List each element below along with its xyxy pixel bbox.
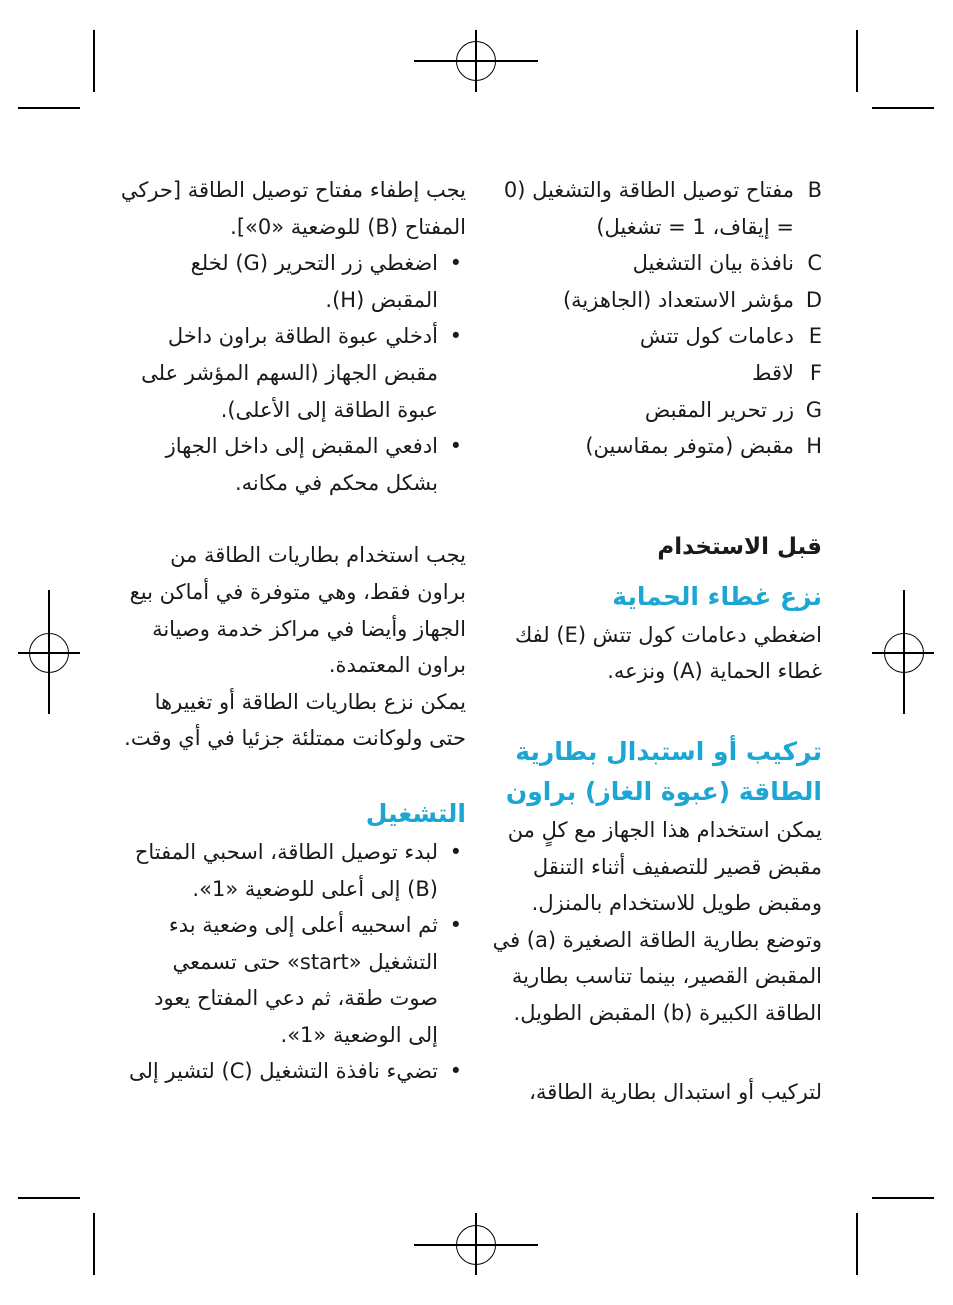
list-item: • ادفعي المقبض إلى داخل الجهاز بشكل محكم في مكانه. [118, 428, 466, 501]
crop-mark [18, 107, 80, 109]
crop-mark [856, 1213, 858, 1275]
crop-mark [872, 107, 934, 109]
cartridge-note-2: يمكن نزع بطاريات الطاقة أو تغييرها حتى ولوكانت ممتلئة جزئيا في أي وقت. [124, 689, 466, 751]
list-item: • تضيء نافذة التشغيل (C) لتشير إلى [118, 1053, 466, 1090]
cartridge-instruction: لتركيب أو استبدال بطارية الطاقة، [529, 1079, 822, 1104]
cartridge-note: يجب استخدام بطاريات الطاقة من براون فقط، وهي متوفرة في أماكن بيع الجهاز وأيضا في مراكز خدمة وصيانة براون المعتمدة. [129, 543, 466, 678]
legend-item: H مقبض (متوفر بمقاسين) [585, 434, 822, 459]
cartridge-heading: تركيب أو استبدال بطارية الطاقة (عبوة الغاز) براون [505, 736, 822, 806]
remove-cap-heading: نزع غطاء الحماية [612, 581, 822, 611]
cartridge-paragraph: يمكن استخدام هذا الجهاز مع كلٍ من مقبض قصير للتصفيف أثناء التنقل ومقبض طويل للاستخدام بالمنزل. وتوضع بطارية الطاقة الصغيرة (a) في المقبض القصير، بينما تناسب بطارية الطاقة الكبيرة (b) المقبض الطويل. [492, 817, 822, 1025]
insert-steps-list [118, 245, 466, 501]
power-off-instruction: يجب إطفاء مفتاح توصيل الطاقة [حركي المفتاح (B) للوضعية «0»]. [120, 178, 466, 239]
legend-item: C نافذة بيان التشغيل [632, 251, 822, 276]
before-use-heading: قبل الاستخدام [657, 533, 822, 560]
crop-mark [93, 1213, 95, 1275]
legend-item: D مؤشر الاستعداد (الجاهزية) [562, 287, 822, 312]
operation-steps-list [118, 834, 466, 1090]
crop-mark [18, 1197, 80, 1199]
list-item: • اضغطي زر التحرير (G) لخلع المقبض (H). [118, 245, 466, 318]
legend-item: B مفتاح توصيل الطاقة والتشغيل (0 = إيقاف، 1 = تشغيل) [503, 178, 822, 239]
legend-item: F لاقط [752, 360, 822, 385]
crop-mark [93, 30, 95, 92]
parts-legend [492, 172, 822, 465]
list-item: • ثم اسحبيه أعلى إلى وضعية بدء التشغيل «start» حتى تسمعي صوت طقة، ثم دعي المفتاح يعود إلى الوضعية «1». [118, 907, 466, 1053]
crop-mark [872, 1197, 934, 1199]
operation-heading: التشغيل [365, 798, 466, 828]
legend-item: E دعامات كول تتش [639, 324, 822, 349]
legend-item: G زر تحرير المقبض [644, 397, 822, 422]
remove-cap-text: اضغطي دعامات كول تتش (E) لفك غطاء الحماية (A) ونزعه. [514, 622, 822, 684]
left-column [118, 172, 466, 1090]
list-item: • أدخلي عبوة الطاقة براون داخل مقبض الجهاز (السهم المؤشر على عبوة الطاقة إلى الأعلى). [118, 318, 466, 428]
crop-mark [856, 30, 858, 92]
right-column [492, 172, 822, 1110]
list-item: • لبدء توصيل الطاقة، اسحبي المفتاح (B) إلى أعلى للوضعية «1». [118, 834, 466, 907]
